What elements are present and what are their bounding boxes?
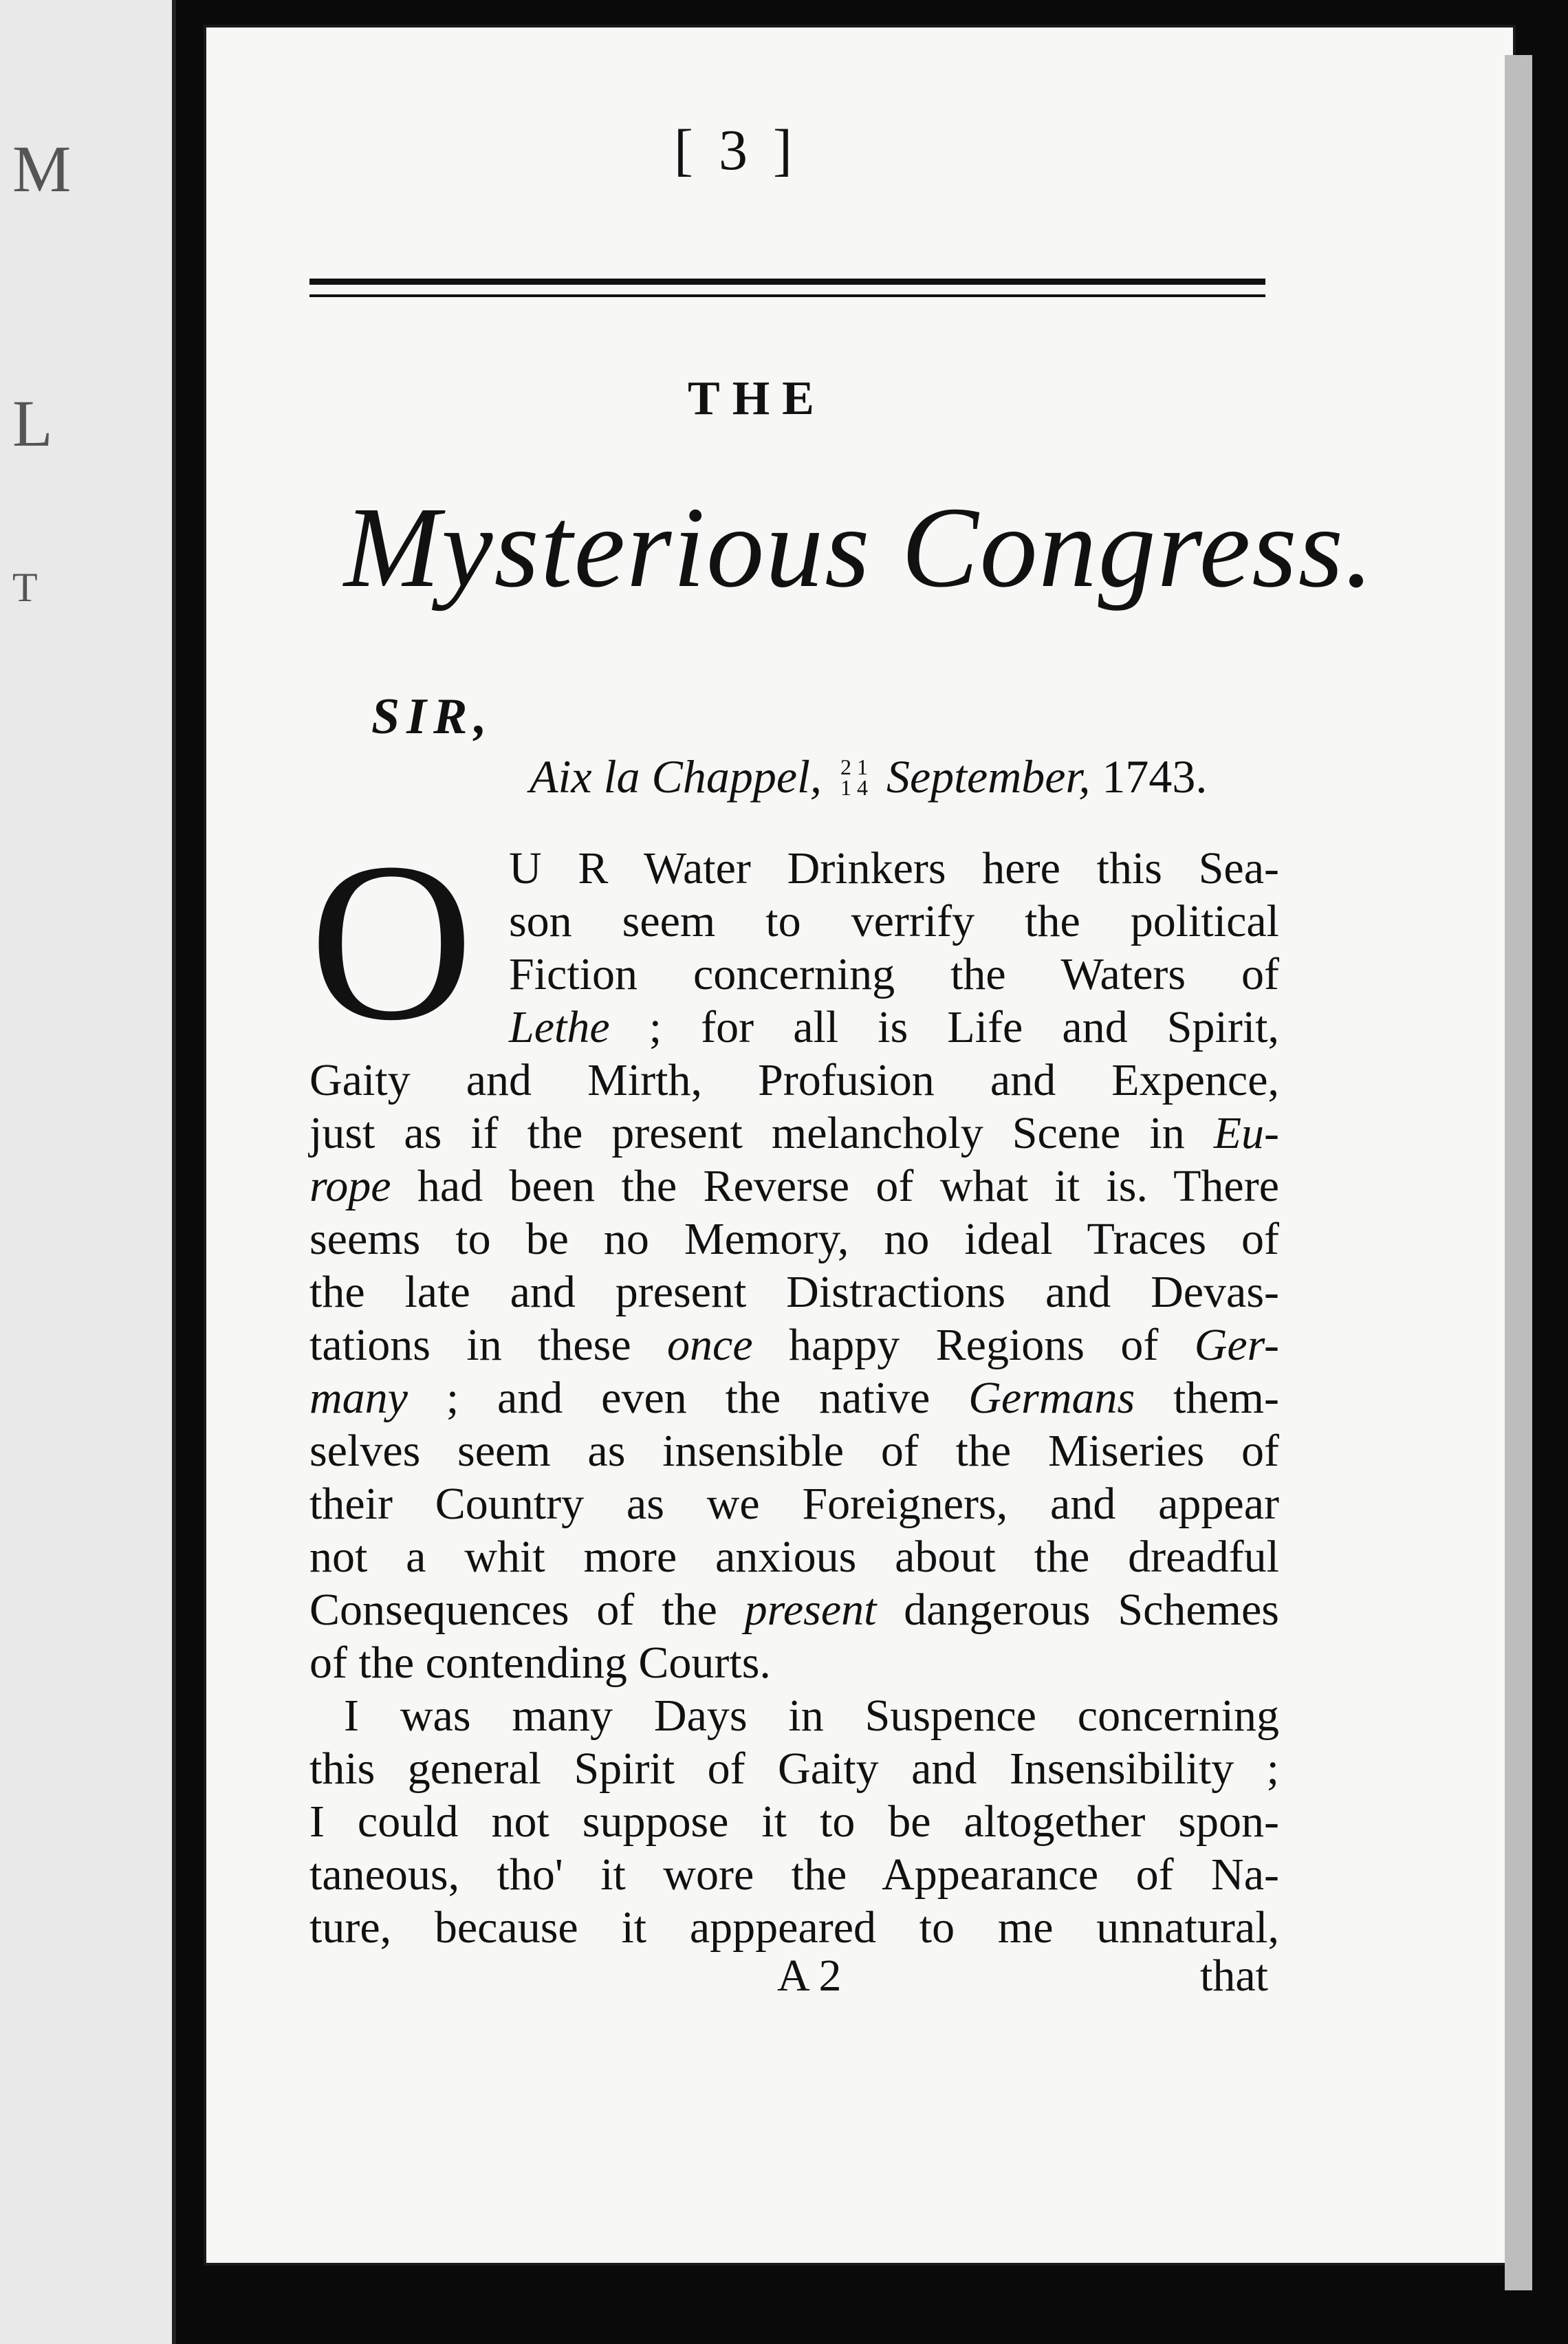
italic-word: Lethe — [509, 1002, 610, 1052]
facing-page-edge — [0, 0, 176, 2344]
text-line — [309, 1055, 1279, 1105]
dateline-place: Aix la Chappel, — [530, 750, 822, 803]
text-run: had been the Reverse of what it is. There — [391, 1161, 1279, 1211]
text-run: Consequences of the — [309, 1585, 745, 1635]
text-run: not a whit more anxious about the dreadful — [309, 1532, 1279, 1582]
text-line — [509, 1002, 1279, 1052]
text-run: their Country as we Foreigners, and appear — [309, 1479, 1279, 1529]
text-run: son seem to verrify the political — [509, 896, 1279, 946]
text-line — [309, 1902, 1279, 1953]
italic-word: Germans — [968, 1373, 1135, 1423]
text-line — [309, 1214, 1279, 1264]
dateline-year: 1743. — [1102, 750, 1208, 803]
text-line — [309, 1640, 771, 1686]
edge-letter: M — [12, 132, 72, 206]
heading-rule — [309, 279, 1265, 285]
dateline-day-old: 1 4 — [840, 775, 868, 801]
page-title: Mysterious Congress. — [344, 484, 1375, 611]
text-run: this general Spirit of Gaity and Insensibility ; — [309, 1744, 1279, 1794]
text-line — [509, 843, 1279, 893]
dateline-day-new: 2 1 — [840, 755, 868, 780]
text-run: the late and present Distractions and Devas- — [309, 1267, 1279, 1317]
italic-word: Eu- — [1213, 1108, 1279, 1158]
text-run: U R Water Drinkers here this Sea- — [509, 843, 1279, 893]
text-line — [309, 1373, 1279, 1423]
text-line — [309, 1534, 1279, 1580]
text-line — [309, 1267, 1279, 1317]
dateline — [530, 750, 1207, 804]
text-line — [309, 1426, 1279, 1476]
text-line — [309, 1320, 1280, 1370]
text-run: seems to be no Memory, no ideal Traces of — [309, 1214, 1279, 1264]
edge-letter: L — [12, 387, 53, 460]
catchword: that — [1200, 1951, 1268, 2001]
text-line — [309, 1746, 1279, 1792]
text-line — [309, 1587, 1279, 1633]
text-line — [309, 1799, 1279, 1845]
text-run: ture, because it apppeared to me unnatural, — [309, 1902, 1279, 1953]
page-number: [ 3 ] — [674, 118, 798, 182]
dateline-month: September, — [886, 750, 1091, 803]
drop-cap: O — [309, 816, 474, 1067]
text-run: tations in these — [309, 1320, 668, 1370]
text-line — [309, 1161, 1279, 1211]
signature-mark: A 2 — [777, 1951, 842, 2001]
text-run: of the contending Courts. — [309, 1638, 771, 1688]
text-run: just as if the present melancholy Scene in — [309, 1108, 1214, 1158]
text-line — [309, 1108, 1279, 1158]
italic-word: rope — [309, 1161, 391, 1211]
dateline-day — [840, 755, 868, 801]
italic-word: present — [744, 1585, 877, 1635]
text-line — [309, 1479, 1279, 1529]
text-run: Fiction concerning the Waters of — [509, 949, 1279, 999]
text-run: selves seem as insensible of the Miseries of — [309, 1426, 1279, 1476]
text-run: ; for all is Life and Spirit, — [609, 1002, 1279, 1052]
text-line — [509, 949, 1279, 999]
italic-word: Ger- — [1194, 1320, 1280, 1370]
text-run: Gaity and Mirth, Profusion and Expence, — [309, 1055, 1279, 1105]
heading-rule-thin — [309, 294, 1265, 297]
text-run: ; and even the native — [407, 1373, 969, 1423]
text-line — [509, 896, 1279, 946]
italic-word: many — [309, 1373, 408, 1423]
text-run: dangerous Schemes — [876, 1585, 1279, 1635]
text-line — [309, 1849, 1279, 1900]
edge-letter: T — [12, 565, 38, 610]
italic-word: once — [667, 1320, 753, 1370]
text-run: happy Regions of — [752, 1320, 1195, 1370]
text-run: I was many Days in Suspence concerning — [344, 1691, 1279, 1741]
text-run: them- — [1135, 1373, 1279, 1423]
title-article: THE — [688, 372, 827, 425]
salutation: SIR, — [371, 688, 494, 745]
text-run: I could not suppose it to be altogether spon- — [309, 1797, 1279, 1847]
page-stack-edge — [1505, 55, 1532, 2290]
text-line — [344, 1693, 1279, 1739]
text-run: taneous, tho' it wore the Appearance of Na- — [309, 1849, 1279, 1900]
